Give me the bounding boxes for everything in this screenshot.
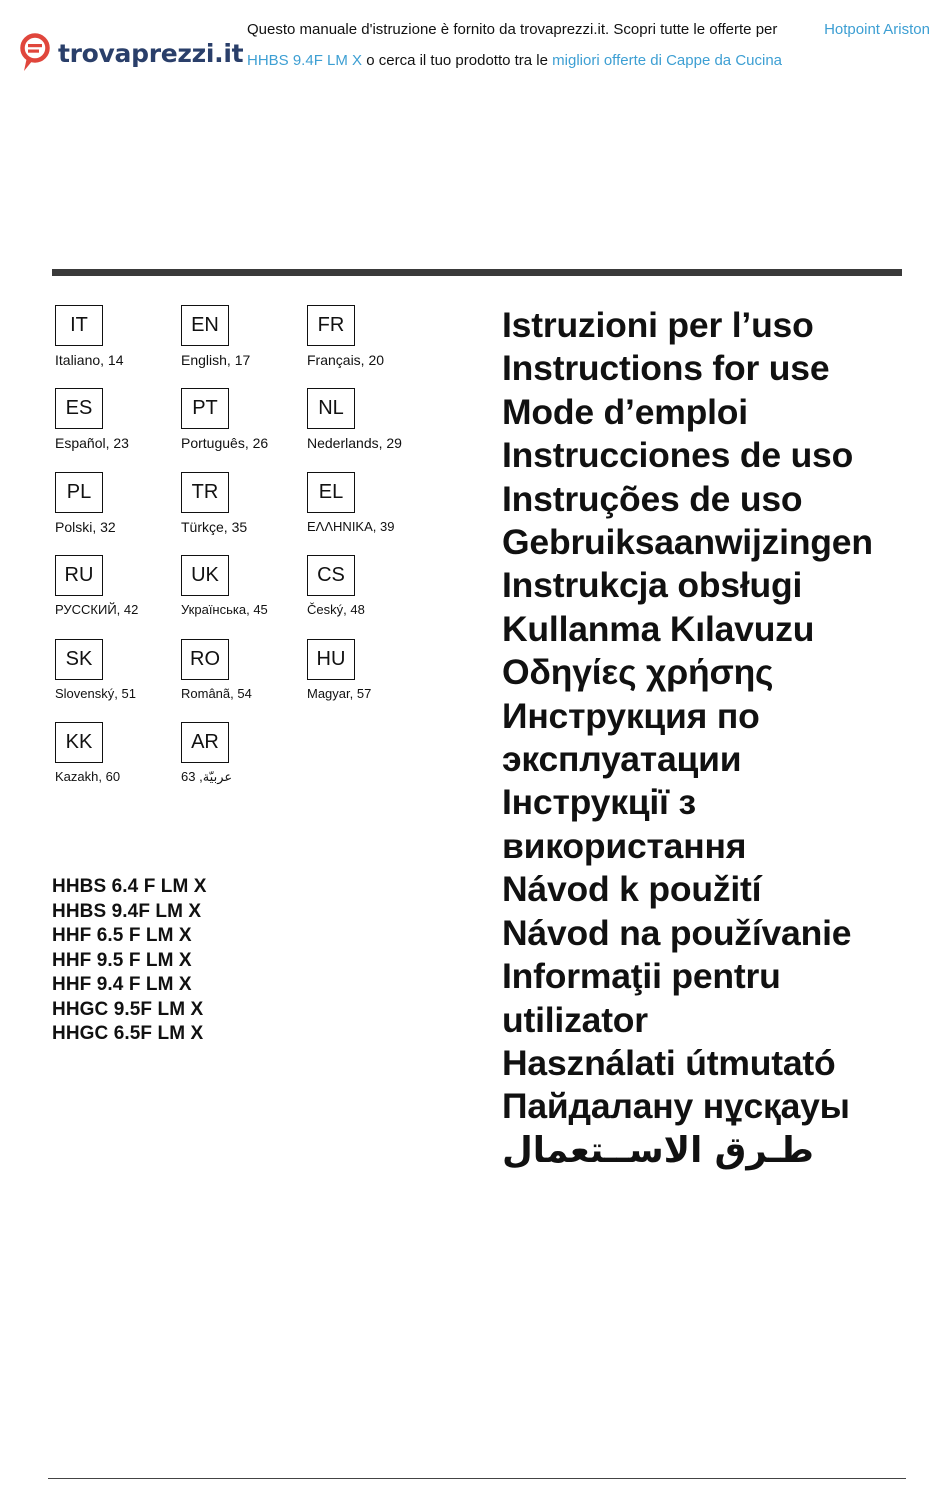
title-ro-line1: Informaţii pentru <box>502 956 781 997</box>
title-uk-line1: Інструкції з <box>502 782 696 823</box>
language-page-ref: Türkçe, 35 <box>181 519 248 535</box>
language-page-ref: РУССКИЙ, 42 <box>55 602 139 617</box>
language-page-ref: Français, 20 <box>307 352 385 368</box>
title-pt: Instruções de uso <box>502 478 803 519</box>
title-el: Οδηγίες χρήσης <box>502 652 774 693</box>
language-code-box: SK <box>55 639 103 680</box>
title-ro-line2: utilizator <box>502 999 648 1040</box>
language-page-ref: Українська, 45 <box>181 602 268 617</box>
language-page-ref: Slovenský, 51 <box>55 686 136 701</box>
banner-middle-text: o cerca il tuo prodotto tra le <box>366 52 548 69</box>
language-code-box: TR <box>181 472 229 513</box>
title-ru-line1: Инструкция по <box>502 695 760 736</box>
language-page-ref: Magyar, 57 <box>307 686 372 701</box>
language-entry-kk[interactable] <box>55 722 175 784</box>
language-code-box: NL <box>307 388 355 429</box>
language-entry-hu[interactable] <box>307 639 427 701</box>
title-cs: Návod k použití <box>502 869 762 910</box>
language-entry-it[interactable] <box>55 305 175 368</box>
title-ar: طـرق الاســتعمال <box>502 1129 814 1171</box>
model-name: HHF 9.5 F LM X <box>52 949 192 971</box>
language-code-box: RO <box>181 639 229 680</box>
logo-text: trovaprezzi.it <box>58 38 244 68</box>
title-uk-line2: використання <box>502 825 747 866</box>
language-code-box: PL <box>55 472 103 513</box>
language-page-ref: عربيّة, 63 <box>181 769 233 784</box>
title-fr: Mode d’emploi <box>502 391 748 432</box>
language-entry-nl[interactable] <box>307 388 427 451</box>
language-page-ref: ΕΛΛΗΝΙΚΑ, 39 <box>307 519 395 534</box>
model-list <box>52 875 207 1047</box>
title-nl: Gebruiksaanwijzingen <box>502 522 873 563</box>
language-code-box: PT <box>181 388 229 429</box>
brand-link[interactable]: Hotpoint Ariston <box>824 21 930 38</box>
title-kk: Пайдалану нұсқауы <box>502 1086 850 1127</box>
banner-line-1 <box>247 14 930 45</box>
language-page-ref: Kazakh, 60 <box>55 769 121 784</box>
title-pl: Instrukcja obsługi <box>502 565 803 606</box>
title-it: Istruzioni per l’uso <box>502 305 814 345</box>
language-page-ref: Românã, 54 <box>181 686 252 701</box>
language-entry-ru[interactable] <box>55 555 175 617</box>
language-entry-es[interactable] <box>55 388 175 451</box>
title-sk: Návod na používanie <box>502 912 852 953</box>
language-entry-ro[interactable] <box>181 639 301 701</box>
language-code-box: ES <box>55 388 103 429</box>
model-name: HHGC 6.5F LM X <box>52 1023 204 1044</box>
language-code-box: KK <box>55 722 103 763</box>
language-entry-cs[interactable] <box>307 555 427 617</box>
title-en: Instructions for use <box>502 348 830 389</box>
source-banner <box>247 14 930 76</box>
language-code-box: UK <box>181 555 229 596</box>
trovaprezzi-logo-icon <box>20 33 52 73</box>
language-code-box: EN <box>181 305 229 346</box>
trovaprezzi-logo[interactable] <box>20 33 243 73</box>
bottom-divider <box>48 1478 906 1479</box>
language-code-box: AR <box>181 722 229 763</box>
language-code-box: RU <box>55 555 103 596</box>
model-name: HHF 9.4 F LM X <box>52 974 192 995</box>
language-entry-fr[interactable] <box>307 305 427 368</box>
language-code-box: HU <box>307 639 355 680</box>
language-page-ref: Italiano, 14 <box>55 352 124 368</box>
title-ru-line2: эксплуатации <box>502 739 742 780</box>
language-entry-en[interactable] <box>181 305 301 368</box>
language-entry-pt[interactable] <box>181 388 301 451</box>
language-code-box: EL <box>307 472 355 513</box>
language-entry-el[interactable] <box>307 472 427 534</box>
model-name: HHGC 9.5F LM X <box>52 998 204 1020</box>
model-name: HHBS 9.4F LM X <box>52 900 202 922</box>
title-hu: Használati útmutató <box>502 1042 836 1083</box>
language-code-box: FR <box>307 305 355 346</box>
language-code-box: IT <box>55 305 103 346</box>
language-page-ref: Český, 48 <box>307 602 365 617</box>
banner-intro-text: Questo manuale d'istruzione è fornito da trovaprezzi.it. Scopri tutte le offerte per <box>247 21 778 38</box>
title-tr: Kullanma Kılavuzu <box>502 608 815 649</box>
top-divider <box>52 269 902 276</box>
title-es: Instrucciones de uso <box>502 435 854 476</box>
model-name: HHF 6.5 F LM X <box>52 925 192 946</box>
language-page-ref: Nederlands, 29 <box>307 435 402 451</box>
category-offers-link[interactable]: migliori offerte di Cappe da Cucina <box>552 52 783 69</box>
model-link[interactable]: HHBS 9.4F LM X <box>247 52 363 69</box>
language-entry-tr[interactable] <box>181 472 301 535</box>
language-page-ref: Português, 26 <box>181 435 269 451</box>
language-entry-sk[interactable] <box>55 639 175 701</box>
language-code-box: CS <box>307 555 355 596</box>
banner-line-2 <box>247 45 930 76</box>
language-page-ref: Español, 23 <box>55 435 129 451</box>
language-page-ref: Polski, 32 <box>55 519 116 535</box>
language-entry-uk[interactable] <box>181 555 301 617</box>
model-name: HHBS 6.4 F LM X <box>52 876 207 897</box>
manual-titles <box>502 304 942 1172</box>
language-page-ref: English, 17 <box>181 352 251 368</box>
language-entry-pl[interactable] <box>55 472 175 535</box>
language-entry-ar[interactable] <box>181 722 301 785</box>
